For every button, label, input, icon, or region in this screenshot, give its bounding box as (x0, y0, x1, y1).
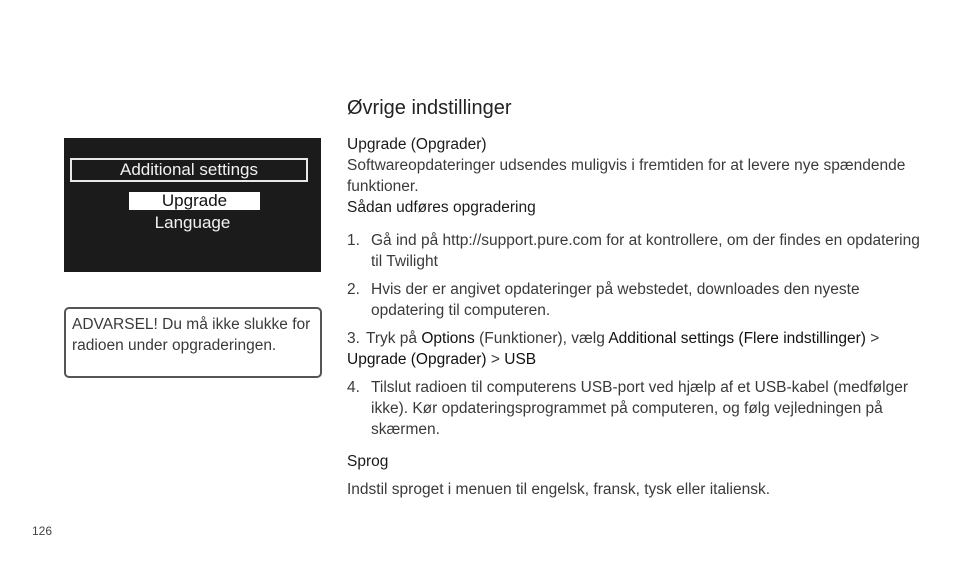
step-number: 4. (347, 379, 360, 396)
language-text: Indstil sproget i menuen til engelsk, fransk, tysk eller italiensk. (347, 481, 770, 498)
step-text: Hvis der er angivet opdateringer på webstedet, downloades den nyeste opdatering til computeren. (371, 281, 860, 319)
upgrade-term: Upgrade (Opgrader) (347, 351, 487, 368)
step-text-part: (Funktioner), vælg (474, 330, 609, 347)
device-screen (64, 138, 321, 272)
screen-header: Additional settings (70, 158, 308, 182)
step-text: Tilslut radioen til computerens USB-port ved hjælp af et USB-kabel (medfølger ikke). Kør opdateringsprogrammet på computeren, og følg vejledningen på skærmen. (371, 379, 908, 438)
options-term: Options (421, 330, 475, 347)
separator: > (486, 351, 505, 368)
step-item (347, 328, 927, 370)
page-number: 126 (32, 524, 53, 538)
screen-menu-item: Language (154, 213, 231, 232)
step-text: Gå ind på http://support.pure.com for at kontrollere, om der findes en opdatering til Twilight (371, 232, 920, 270)
upgrade-heading: Upgrade (Opgrader) (347, 136, 487, 153)
upgrade-intro: Softwareopdateringer udsendes muligvis i fremtiden for at levere nye spændende funktioner. (347, 157, 906, 195)
page-title: Øvrige indstillinger (347, 97, 512, 119)
step-item (347, 377, 927, 440)
step-number: 1. (347, 232, 360, 249)
step-item (347, 230, 927, 272)
step-text-part: Tryk på (365, 330, 422, 347)
language-heading: Sprog (347, 453, 389, 470)
step-number: 2. (347, 281, 360, 298)
step-number: 3. (347, 330, 360, 347)
howto-heading: Sådan udføres opgradering (347, 199, 536, 216)
warning-box: ADVARSEL! Du må ikke slukke for radioen under opgraderingen. (64, 307, 322, 378)
usb-term: USB (504, 351, 537, 368)
screen-selected-item: Upgrade (129, 192, 260, 210)
step-item (347, 279, 927, 321)
separator: > (865, 330, 880, 347)
main-content (347, 95, 927, 500)
additional-settings-term: Additional settings (Flere indstillinger) (608, 330, 866, 347)
steps-list (347, 230, 927, 440)
